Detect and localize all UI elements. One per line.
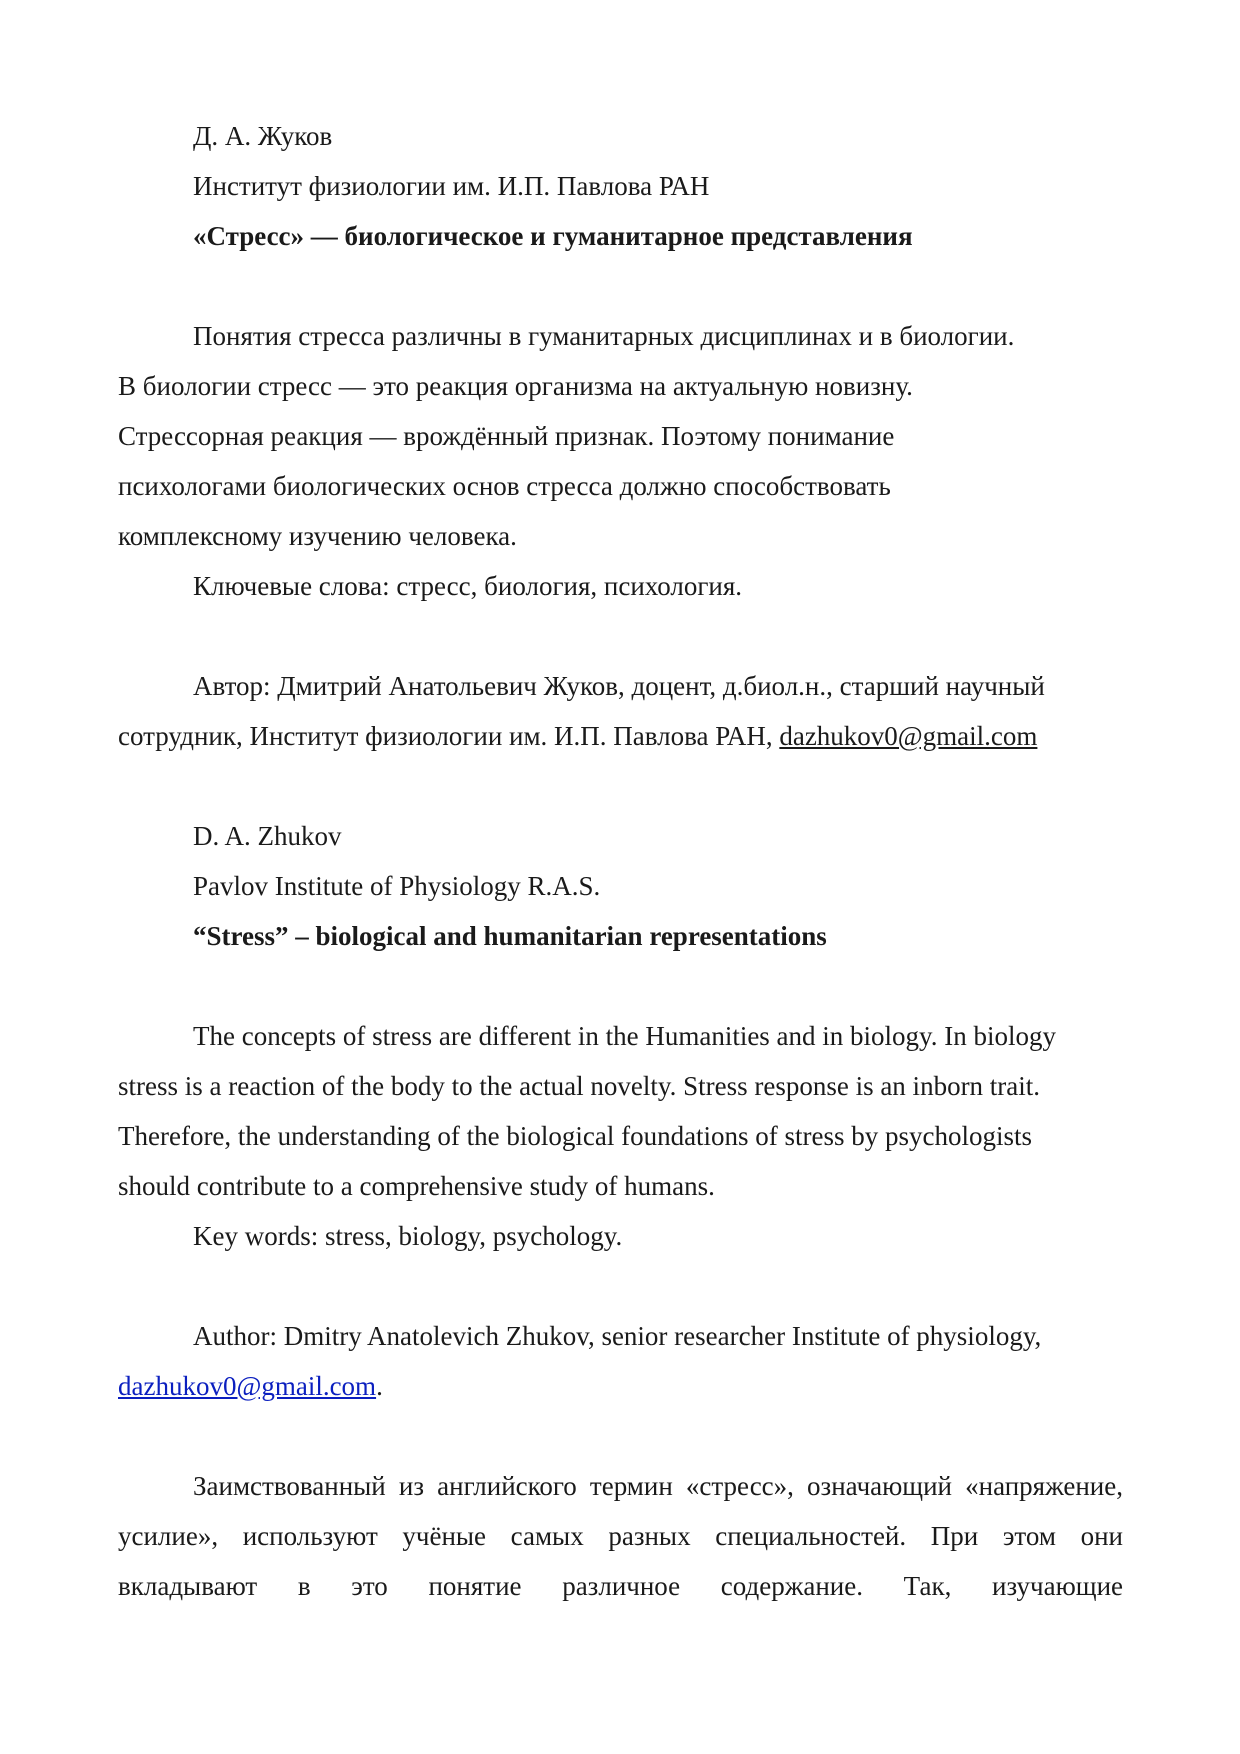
ru-author-info <box>118 661 1123 761</box>
en-abstract <box>118 1011 1123 1261</box>
ru-article-title: «Стресс» — биологическое и гуманитарное представления <box>193 221 913 251</box>
ru-author-email-link[interactable]: dazhukov0@gmail.com <box>779 721 1038 751</box>
en-author-email-link[interactable]: dazhukov0@gmail.com <box>118 1371 377 1401</box>
en-abstract-text: The concepts of stress are different in the Humanities and in biology. In biology stress is a reaction of the body to the actual novelty. Stress response is an inborn trait. Therefore, the understanding of the biological foundations of stress by psychologists should contribute to a comprehensive study of humans. <box>118 1021 1057 1201</box>
body-paragraph: Заимствованный из английского термин «стресс», означающий «напряжение, усилие», используют учёные самых разных специальностей. При этом они вкладывают в это понятие различное содержание. Так, изучающие <box>118 1471 1123 1601</box>
en-author-info <box>118 1311 1118 1411</box>
en-keywords: Key words: stress, biology, psychology. <box>193 1221 623 1251</box>
ru-abstract-text: Понятия стресса различны в гуманитарных дисциплинах и в биологии. В биологии стресс — это реакция организма на актуальную новизну. Стрессорная реакция — врождённый признак. Поэтому понимание психологами биологических основ стресса должно способствовать комплексному изучению человека. <box>118 321 1015 551</box>
en-author-info-period: . <box>376 1371 383 1401</box>
spacer <box>118 611 1123 661</box>
en-institute: Pavlov Institute of Physiology R.A.S. <box>193 871 601 901</box>
spacer <box>118 961 1123 1011</box>
ru-abstract <box>118 311 1123 611</box>
spacer <box>118 761 1123 811</box>
ru-keywords: Ключевые слова: стресс, биология, психология. <box>193 571 743 601</box>
ru-author-name: Д. А. Жуков <box>193 121 333 151</box>
en-author-name: D. A. Zhukov <box>193 821 342 851</box>
spacer <box>118 1411 1123 1461</box>
page-content <box>118 111 1123 1611</box>
ru-institute: Институт физиологии им. И.П. Павлова РАН <box>193 171 710 201</box>
spacer <box>118 261 1123 311</box>
spacer <box>118 1261 1123 1311</box>
en-article-title: “Stress” – biological and humanitarian representations <box>193 921 827 951</box>
en-author-info-text: Author: Dmitry Anatolevich Zhukov, senior researcher Institute of physiology, <box>193 1321 1042 1351</box>
ru-author-info-text: Автор: Дмитрий Анатольевич Жуков, доцент, д.биол.н., старший научный сотрудник, Институт физиологии им. И.П. Павлова РАН, <box>118 671 1045 751</box>
